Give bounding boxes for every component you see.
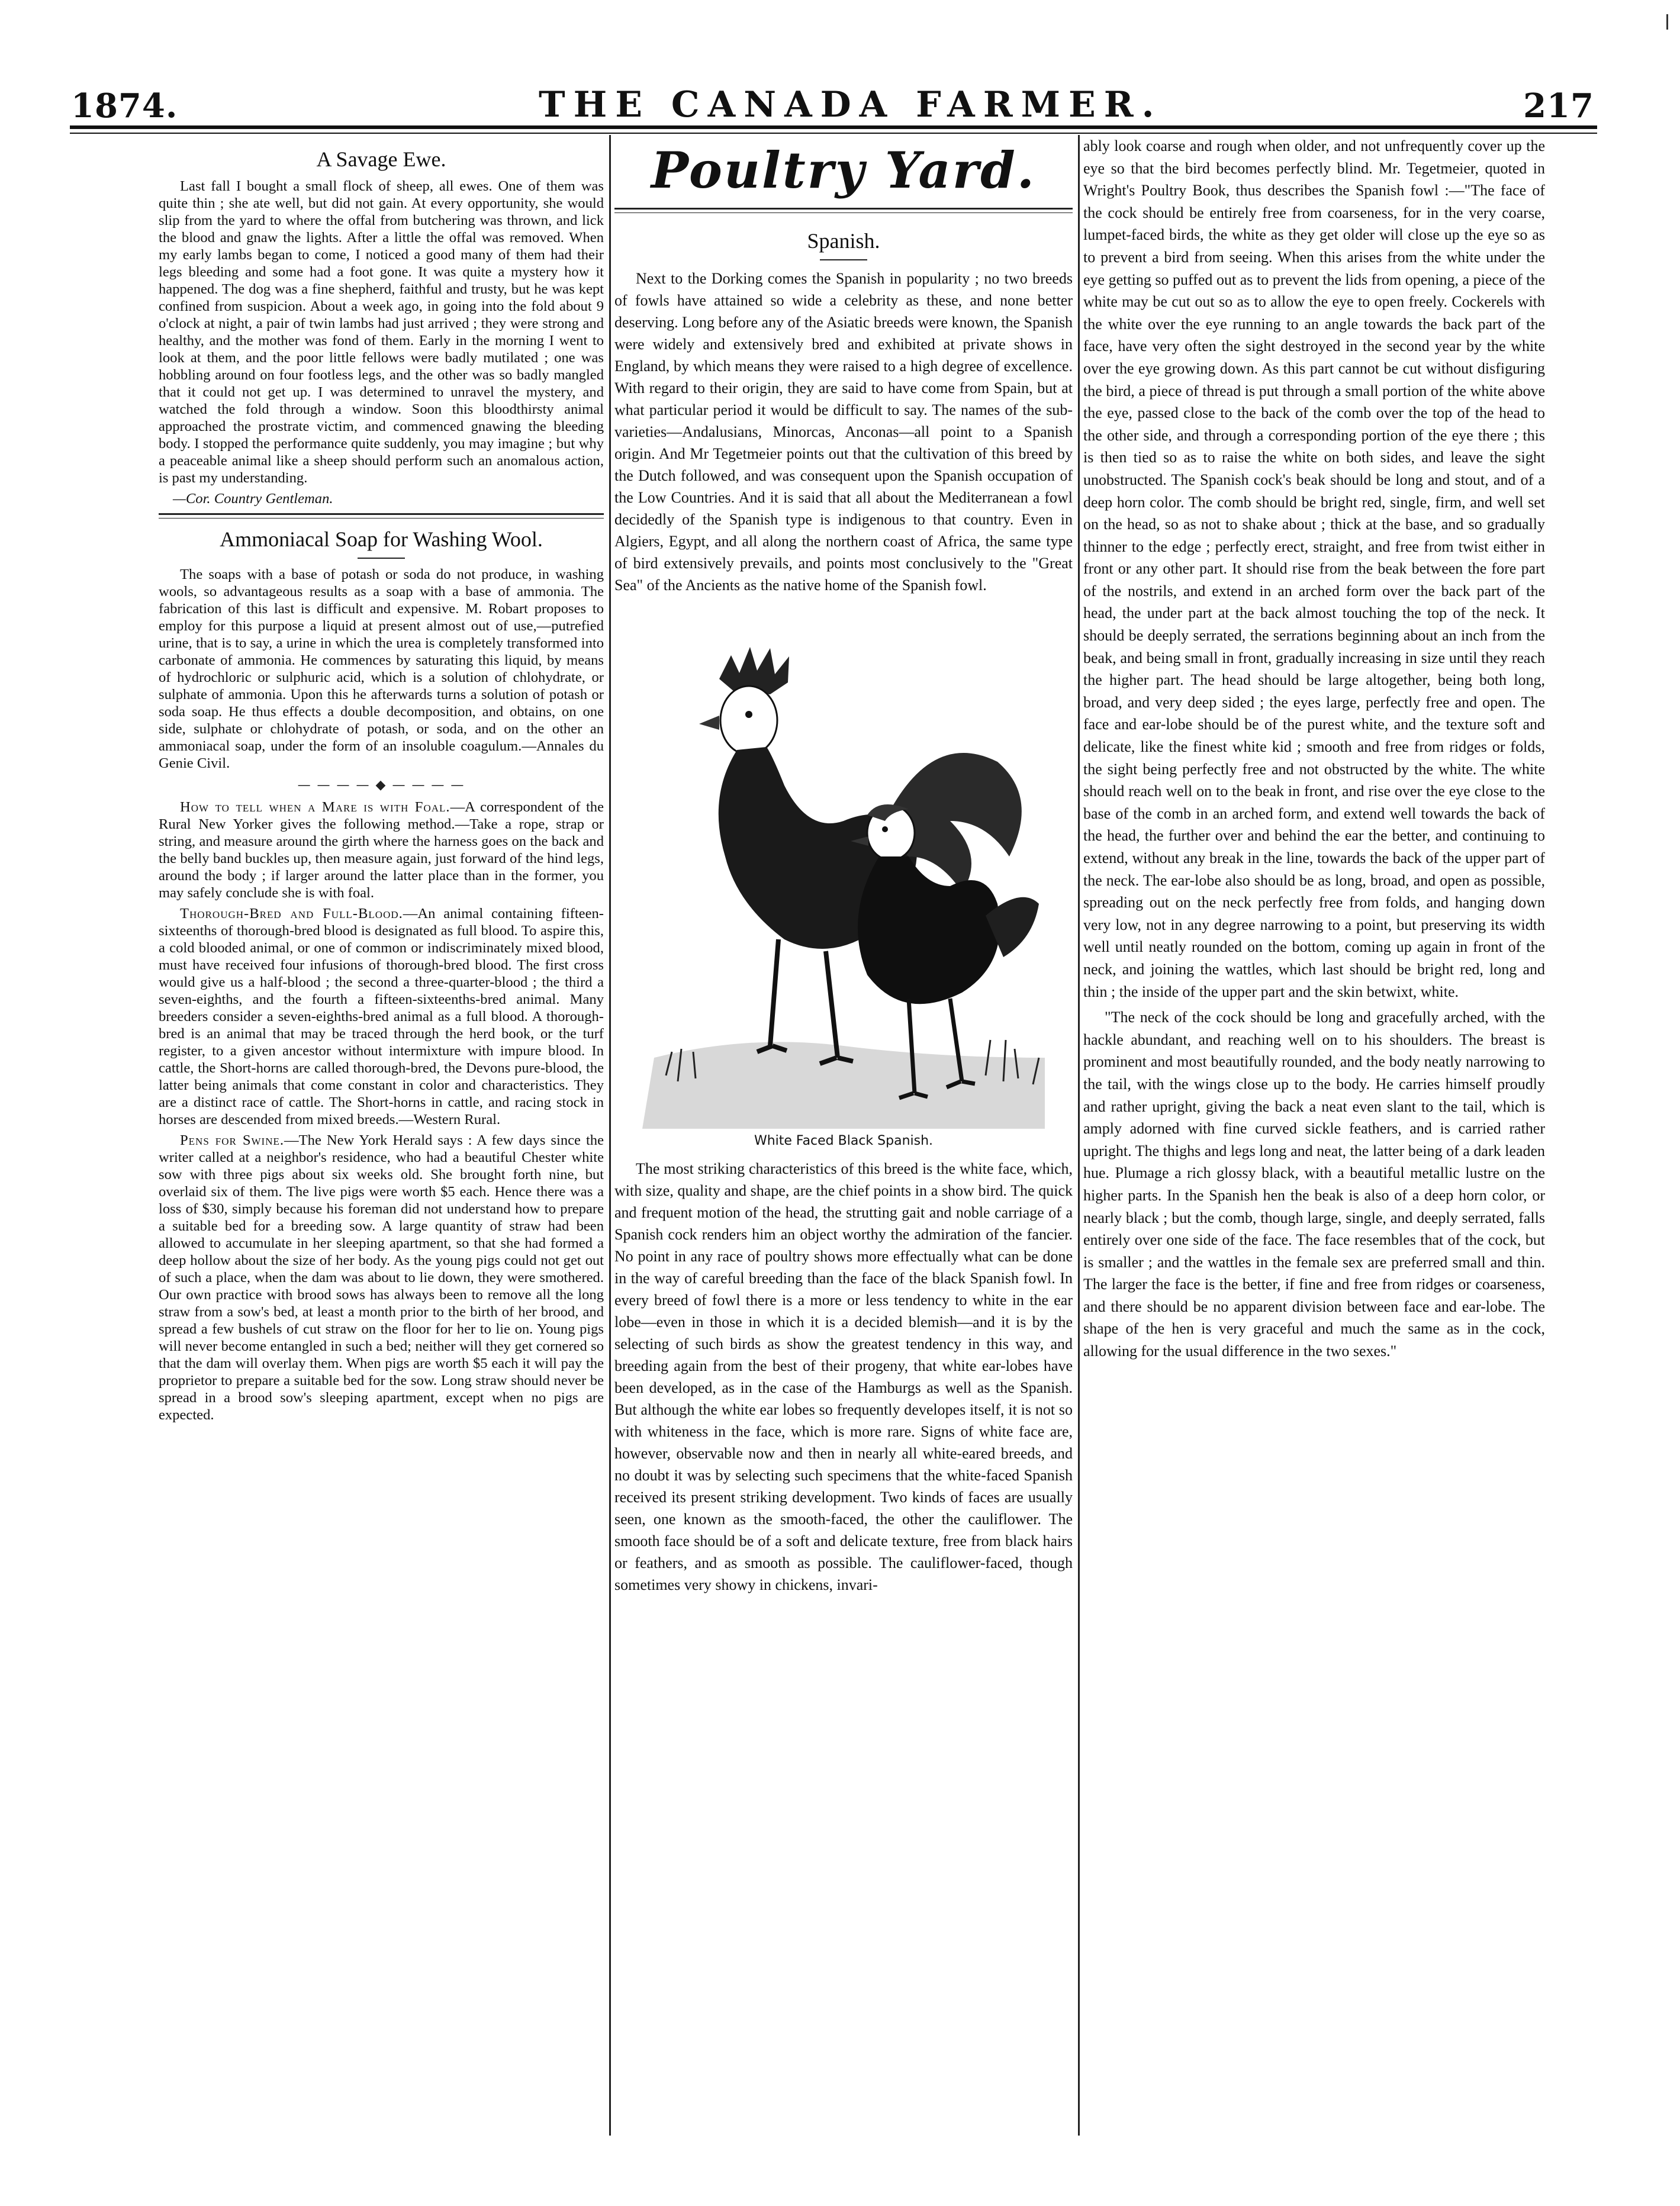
paragraph-mare-foal (159, 798, 604, 901)
article-intro-spanish: Next to the Dorking comes the Spanish in popularity ; no two breeds of fowls have attained so wide a celebrity as these, and none better deserving. Long before any of the Asiatic breeds were known, the Spanish were widely and extensively bred and exhibited at private shows in England, by which means they were raised to a high degree of excellence. With regard to their origin, they are said to have come from Spain, but at what particular period it would be difficult to say. The names of the sub-varieties—Andalusians, Minorcas, Anconas—all point to a Spanish origin. And Mr Tegetmeier points out that the cultivation of this breed by the Dutch followed, and was consequent upon the Spanish occupation of the Low Countries. And it is said that all about the Mediterranean a fowl decidedly of the Spanish type is indigenous to that country. Even in Algiers, Egypt, and all along the northern coast of Africa, the same type of bird extensively prevails, and points most conclusively to the "Great Sea" of the Ancients as the native home of the Spanish fowl. (614, 270, 1073, 594)
title-underline (820, 259, 867, 260)
title-underline (358, 558, 405, 559)
running-head (71, 76, 1594, 125)
article-body-ammoniacal-soap: The soaps with a base of potash or soda do not produce, in washing wools, so advantageous results as a soap with a base of ammonia. The fabrication of this last is difficult and expensive. M. Robart proposes to employ for this purpose a liquid at present almost out of use,—putrefied urine, that is to say, a urine in which the urea is completely transformed into carbonate of ammonia. He commences by saturating this liquid, by means of hydrochloric or sulphuric acid, which is a solution of chlohydrate, or sulphate of ammonia. Upon this he afterwards turns a solution of potash or soda soap. He thus effects a double decomposition, and obtains, on one side, sulphate or chlohydrate of potash, or soda, and on the other an ammoniacal soap, under the form of an insoluble coagulum.—Annales du Genie Civil. (159, 566, 604, 771)
paragraph-pens-swine (159, 1132, 604, 1424)
column-middle (614, 135, 1073, 2141)
section-title-poultry-yard: Poultry Yard. (651, 141, 1037, 199)
cock-figure (699, 647, 1022, 1064)
column-right (1083, 135, 1545, 2141)
figure-spanish-fowls (614, 608, 1073, 1148)
article-title-savage-ewe: A Savage Ewe. (316, 147, 446, 171)
text-pens-swine: —The New York Herald says : A few days since the writer called at a neighbor's residence, who had a beautiful Chester white sow with three pigs about six weeks old. She brought forth nine, but overlaid six of them. The live pigs were worth $5 each. Hence there was a loss of $30, simply because his foreman did not understand how to prepare a suitable bed for a breeding sow. A large quantity of straw had been allowed to accumulate in her sleeping apartment, so that she had formed a deep hollow about the size of her body. As the young pigs could not get out of such a place, when the dam was about to lie down, they were smothered. Our own practice with brood sows has always been to remove all the long straw from a sow's bed, at least a month prior to the birth of her brood, and spread a few bushels of cut straw on the floor for her to lie on. Young pigs will never become entangled in such a bed; neither will they get cornered so that the dam will overlay them. When pigs are worth $5 each it will pay the proprietor to prepare a suitable bed for the sow. Long straw should never be spread in a brood sow's sleeping apartment, except when no pigs are expected. (159, 1132, 604, 1423)
page-number: 217 (1523, 86, 1594, 125)
article-separator (159, 513, 604, 519)
year-label: 1874. (71, 86, 178, 125)
runin-thorough-bred: Thorough-Bred and Full-Blood. (180, 906, 403, 922)
article-title-spanish: Spanish. (807, 229, 880, 253)
header-rule-thin (70, 133, 1597, 134)
article-continuation-spanish-neck: "The neck of the cock should be long and gracefully arched, with the hackle abundant, and reaching well on to his shoulders. The breast is prominent and most beautifully rounded, and the body neatly narrowing to the tail, with the wings close up to the body. He carries himself proudly and rather upright, giving the back a neat even slant to the tail, which is amply adorned with fine curved sickle feathers, and is carried rather upright. The thighs and legs long and neat, the latter being of a dark leaden hue. Plumage a rich glossy black, with a beautiful metallic lustre on the higher parts. In the Spanish hen the beak is also of a deep horn color, or nearly black ; but the comb, though large, single, and deeply serrated, falls entirely over one side of the face. The face resembles that of the cock, but is smaller ; and the wattles in the female sex are preferred small and thin. The larger the face is the better, if fine and free from ridges or coarseness, and there should be no apparent division between face and ear-lobe. The shape of the hen is very graceful and much the same as in the cock, allowing for the usual difference in the two sexes." (1083, 1009, 1545, 1360)
text-thorough-bred: —An animal containing fifteen-sixteenths of thorough-bred blood is designated as full blood. To aspire this, a cold blooded animal, or one of common or indiscriminately mixed blood, must have received four infusions of thorough-bred blood. The first cross would give us a half-blood ; the second a three-quarter-blood ; the third a seven-eighths, and the fourth a fifteen-sixteenths-bred animal. Many breeders consider a seven-eighths-bred animal as a full blood. A thorough-bred is an animal that may be traced through the herd book, or the turf register, to a given ancestor without intermixture with impure blood. In cattle, the Short-horns are called thorough-bred, the Devons pure-blood, the latter being animals that come constant in color and characteristics. They are a distinct race of cattle. The Short-horns in cattle, and racing stock in horses are descended from mixed breeds.—Western Rural. (159, 906, 604, 1128)
article-credit-savage-ewe: —Cor. Country Gentleman. (173, 491, 333, 507)
column-left (159, 135, 604, 2141)
column-divider-1 (609, 135, 611, 2136)
ornamental-separator: — — — — ◆ — — — — (297, 778, 465, 793)
column-divider-2 (1078, 135, 1080, 2136)
runin-mare-foal: How to tell when a Mare is with Foal. (180, 799, 450, 815)
article-body-spanish: The most striking characteristics of this breed is the white face, which, with size, quality and shape, are the chief points in a show bird. The quick and frequent motion of the head, the strutting gait and noble carriage of a Spanish cock renders him an object worthy the admiration of the fancier. No point in any race of poultry shows more effectually what can be done in the way of careful breeding than the face of the black Spanish fowl. In every breed of fowl there is a more or less tendency to white in the ear lobe—even in those in which it is a decided blemish—and it is by the selecting of such birds as show the greatest tendency in this way, and breeding again from the best of their progeny, that white ear-lobes have been developed, as in the case of the Hamburgs as well as the Spanish. But although the white ear lobes so frequently developes itself, it is not so with whiteness in the face, which is more rare. Signs of white face are, however, observable now and then in nearly all white-eared breeds, and no doubt it was by selecting such specimens that the white-faced Spanish received its present striking development. Two kinds of faces are usually seen, one known as the smooth-faced, the other the cauliflower. The smooth face should be of a soft and delicate texture, free from black hairs or feathers, and as smooth as possible. The cauliflower-faced, though sometimes very showy in chickens, invari- (614, 1160, 1073, 1593)
header-rule-thick (70, 125, 1597, 129)
masthead-title: THE CANADA FARMER. (538, 84, 1163, 125)
runin-pens-swine: Pens for Swine. (180, 1132, 285, 1148)
engraving-cock-and-hen (630, 608, 1057, 1129)
text-mare-foal: —A correspondent of the Rural New Yorker gives the following method.—Take a rope, strap or string, and measure around the girth where the harness goes on the back and the belly band buckles up, then measure again, just forward of the hind legs, around the body ; if larger around the latter place than in the former, you may safely conclude she is with foal. (159, 799, 604, 901)
article-body-savage-ewe: Last fall I bought a small flock of sheep, all ewes. One of them was quite thin ; she ate well, but did not gain. At every opportunity, she would slip from the yard to where the offal from butchering was thrown, and lick the blood and gnaw the lights. After a little the offal was removed. When my early lambs began to come, I noticed a good many of them had their legs bleeding and some had a foot gone. It was quite a mystery how it happened. The dog was a fine shepherd, faithful and trusty, but he was kept confined from suspicion. About a week ago, in going into the fold about 9 o'clock at night, a pair of twin lambs had just arrived ; they were strong and healthy, and the mother was fond of them. Early in the morning I went to look at them, and the poor little fellows were badly mutilated ; one was hobbling around on four footless legs, and the other was so badly mangled that it could not get up. I was determined to unravel the mystery, and watched the fold through a window. Soon this bloodthirsty animal approached the prostrate victim, and commenced gnawing the bleeding body. I stopped the performance quite suddenly, you may imagine ; but why a peaceable animal like a sheep should perform such an anomalous action, is past my understanding. (159, 178, 604, 486)
article-title-ammoniacal-soap: Ammoniacal Soap for Washing Wool. (220, 527, 543, 551)
section-rule (614, 208, 1073, 213)
paragraph-thorough-bred (159, 905, 604, 1128)
margin-mark (1666, 14, 1668, 30)
article-continuation-spanish: ably look coarse and rough when older, and not unfrequently cover up the eye so that the bird becomes perfectly blind. Mr. Tegetmeier, quoted in Wright's Poultry Book, thus describes the Spanish fowl :—"The face of the cock should be entirely free from coarseness, for in the very coarse, lumpet-faced birds, the white as they get older will close up the eye so as to prevent a bird from seeing. When this arises from the white under the eye getting so puffed out as to prevent the lids from opening, a piece of the white may be cut out so as to allow the eye to open freely. Cockerels with the white over the eye running to an angle towards the back part of the face, have very often the sight destroyed in the second year by the white over the eye growing down. As this part cannot be cut without disfiguring the bird, a piece of thread is put through a small portion of the white above the eye, passed close to the back of the comb over the top of the head to the other side, and through a corresponding portion of the eye there ; this is then tied so as to raise the white on both sides, and leave the sight unobstructed. The Spanish cock's beak should be long and stout, and of a deep horn color. The comb should be bright red, single, firm, and well set on the head, so as not to shake about ; thick at the base, and so gradually thinner to the edge ; perfectly erect, straight, and free from twist either in front or any other part. It should rise from the beak between the fore part of the nostrils, and extend in an arched form over the back part of the head, the under part at the back almost touching the top of the neck. It should be deeply serrated, the serrations beginning about an inch from the beak, and being small in front, gradually increasing in size until they reach the higher part. The head should be large altogether, being both long, broad, and very deep sided ; the eyes large, perfectly free and open. The face and ear-lobe should be of the purest white, and the texture soft and delicate, like the finest white kid ; smooth and free from ridges or folds, the sight being perfectly free and not obstructed by the white. The white should reach well on to the beak in front, and rise over the eye close to the base of the comb in an arched form, and extend well towards the back of the head, the further over and behind the ear the better, and continuing to extend, without any break in the line, towards the back of the upper part of the neck. The ear-lobe also should be as long, broad, and open as possible, spreading out on the neck perfectly free from folds, and hanging down very low, not in any degree narrowing to a point, but preserving its width well until neatly rounded on the bottom, coming up again in front of the neck, and joining the wattles, which last should be bright red, long and thin ; the inside of the upper part and the skin betwixt, white. (1083, 137, 1545, 1000)
figure-caption: White Faced Black Spanish. (754, 1133, 934, 1148)
